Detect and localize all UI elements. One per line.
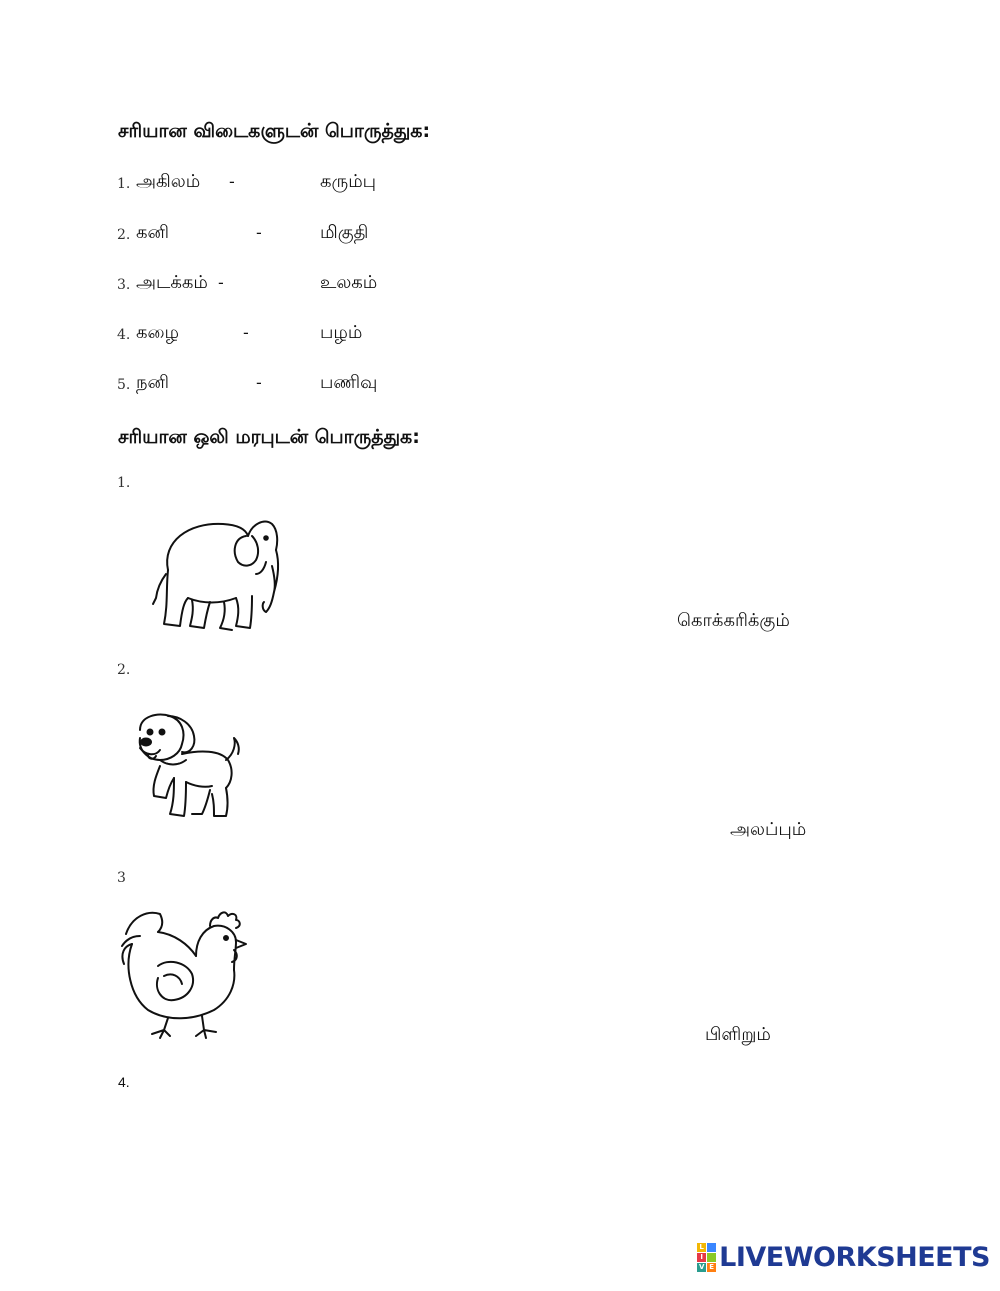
logo-mark-icon: L I V E — [697, 1243, 716, 1272]
item-number: 3. — [117, 277, 131, 293]
question-number: 2. — [117, 662, 131, 678]
item-dash: - — [243, 323, 249, 342]
item-match: பழம் — [320, 322, 363, 343]
item-word: கனி — [136, 222, 170, 243]
item-dash: - — [256, 373, 262, 392]
answer-option: கொக்கரிக்கும் — [677, 610, 790, 631]
item-word: அடக்கம் — [136, 272, 208, 293]
item-match: மிகுதி — [320, 222, 369, 243]
item-word: அகிலம் — [136, 171, 201, 192]
section2-heading: சரியான ஒலி மரபுடன் பொருத்துக: — [118, 426, 420, 448]
elephant-picture — [148, 512, 283, 634]
item-word: கழை — [136, 322, 180, 343]
item-dash: - — [218, 273, 224, 292]
liveworksheets-logo — [697, 1242, 990, 1273]
item-word: நனி — [136, 372, 170, 393]
question-number: 4. — [118, 1074, 130, 1090]
question-number: 3 — [117, 870, 126, 886]
item-match: பணிவு — [320, 372, 378, 393]
item-dash: - — [256, 223, 262, 242]
question-number: 1. — [117, 475, 131, 491]
dog-picture — [130, 710, 242, 828]
hen-picture — [118, 906, 250, 1046]
answer-option: அலப்பும் — [730, 819, 807, 840]
item-dash: - — [229, 172, 235, 191]
item-number: 1. — [117, 176, 131, 192]
item-number: 4. — [117, 327, 131, 343]
item-match: கரும்பு — [320, 171, 377, 192]
section1-heading: சரியான விடைகளுடன் பொருத்துக: — [118, 120, 431, 142]
item-match: உலகம் — [320, 272, 378, 293]
item-number: 5. — [117, 377, 131, 393]
answer-option: பிளிறும் — [705, 1024, 771, 1045]
logo-text: LIVEWORKSHEETS — [719, 1242, 990, 1273]
item-number: 2. — [117, 227, 131, 243]
